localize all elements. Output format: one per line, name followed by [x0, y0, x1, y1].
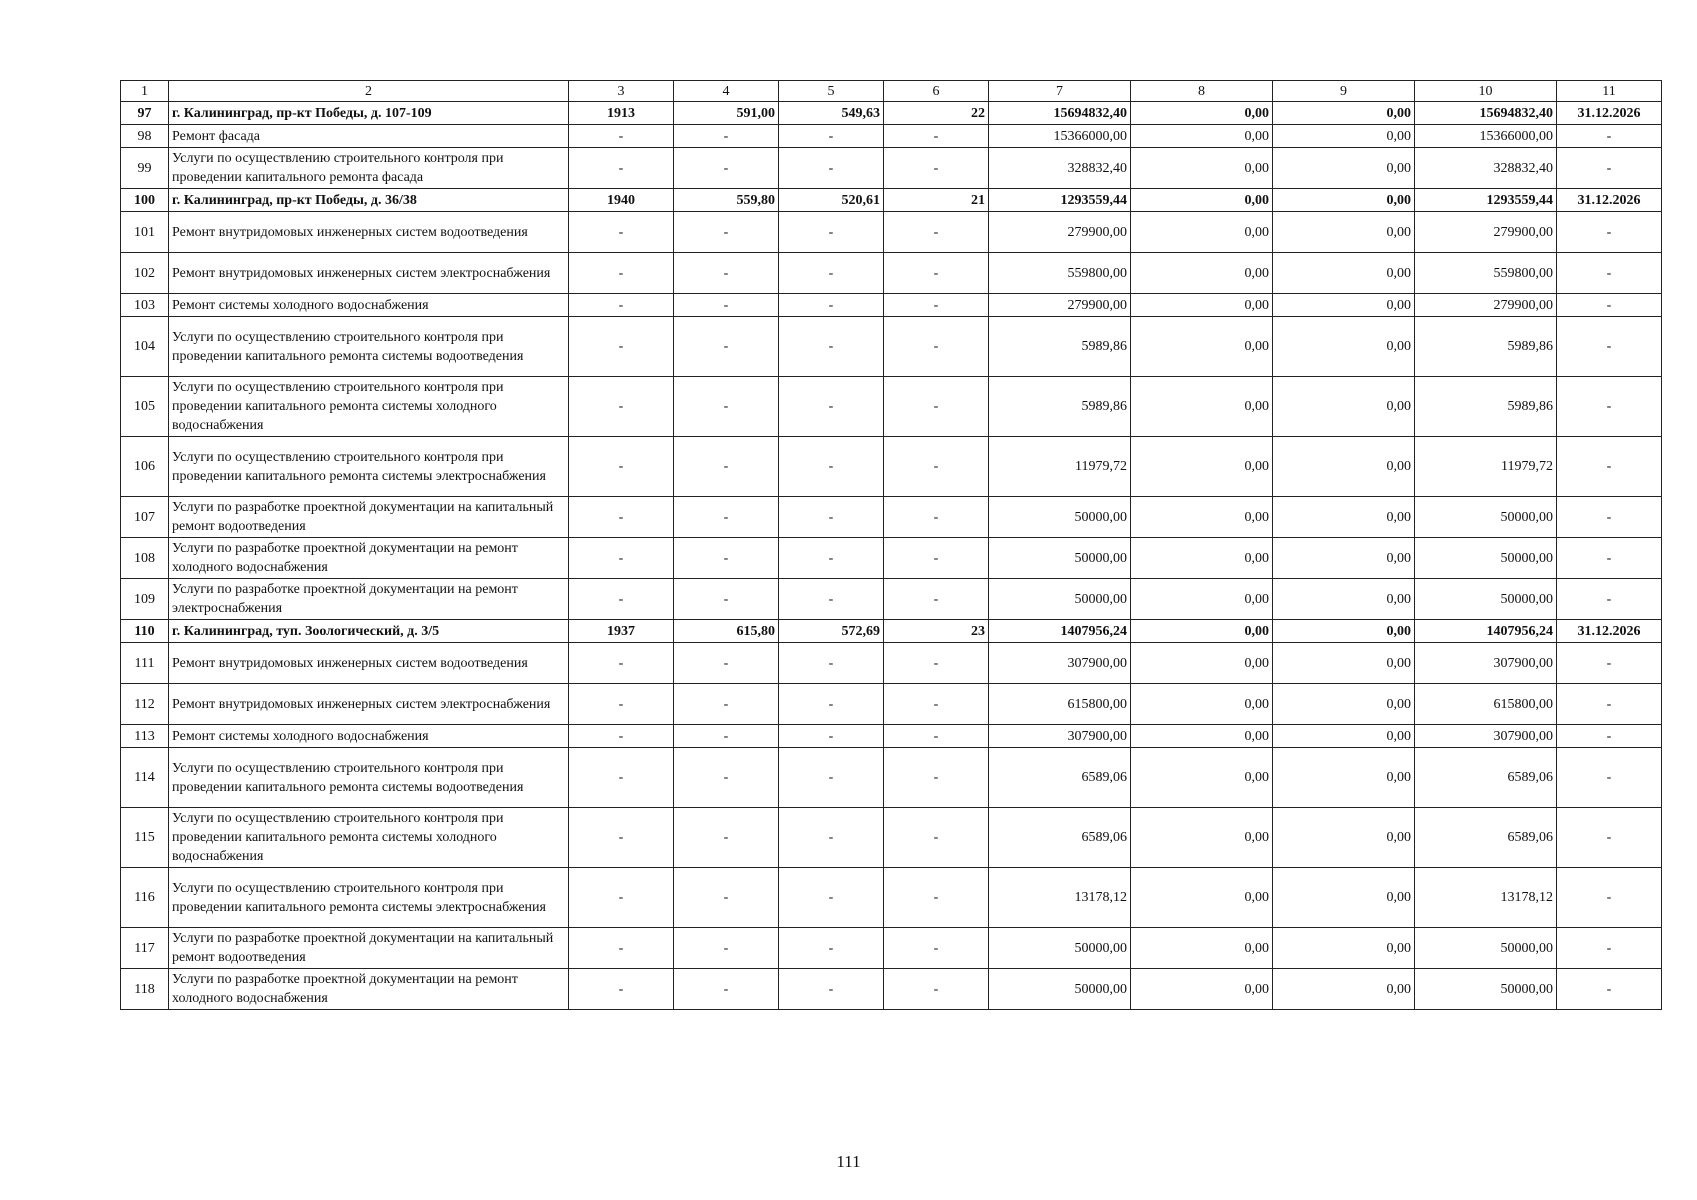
- col11-cell: -: [1557, 437, 1662, 497]
- col3-cell: -: [569, 212, 674, 253]
- col4-cell: -: [674, 253, 779, 294]
- work-item-row: [121, 969, 1662, 1010]
- header-cell: 4: [674, 81, 779, 102]
- col8-cell: 0,00: [1131, 808, 1273, 868]
- work-name-cell: Услуги по разработке проектной документации на капитальный ремонт водоотведения: [169, 497, 569, 538]
- col4-cell: -: [674, 748, 779, 808]
- col8-cell: 0,00: [1131, 684, 1273, 725]
- row-number-cell: 99: [121, 148, 169, 189]
- col5-cell: -: [779, 725, 884, 748]
- col8-cell: 0,00: [1131, 253, 1273, 294]
- col9-cell: 0,00: [1273, 684, 1415, 725]
- col11-cell: -: [1557, 148, 1662, 189]
- col9-cell: 0,00: [1273, 808, 1415, 868]
- work-item-row: [121, 125, 1662, 148]
- col8-cell: 0,00: [1131, 620, 1273, 643]
- col6-cell: -: [884, 725, 989, 748]
- col9-cell: 0,00: [1273, 125, 1415, 148]
- col6-cell: -: [884, 748, 989, 808]
- row-number-cell: 98: [121, 125, 169, 148]
- col7-cell: 5989,86: [989, 377, 1131, 437]
- col5-cell: -: [779, 808, 884, 868]
- row-number-cell: 103: [121, 294, 169, 317]
- row-number-cell: 102: [121, 253, 169, 294]
- col9-cell: 0,00: [1273, 969, 1415, 1010]
- col5-cell: -: [779, 579, 884, 620]
- col6-cell: -: [884, 808, 989, 868]
- address-row: [121, 620, 1662, 643]
- row-number-cell: 110: [121, 620, 169, 643]
- work-name-cell: Услуги по осуществлению строительного контроля при проведении капитального ремонта системы водоотведения: [169, 748, 569, 808]
- work-name-cell: Ремонт системы холодного водоснабжения: [169, 725, 569, 748]
- work-item-row: [121, 148, 1662, 189]
- col10-cell: 50000,00: [1415, 969, 1557, 1010]
- address-row: [121, 102, 1662, 125]
- row-number-cell: 118: [121, 969, 169, 1010]
- work-item-row: [121, 377, 1662, 437]
- col7-cell: 50000,00: [989, 538, 1131, 579]
- col11-cell: -: [1557, 125, 1662, 148]
- col6-cell: -: [884, 538, 989, 579]
- col7-cell: 279900,00: [989, 212, 1131, 253]
- col11-cell: -: [1557, 928, 1662, 969]
- col10-cell: 1293559,44: [1415, 189, 1557, 212]
- col3-cell: -: [569, 643, 674, 684]
- work-name-cell: Ремонт внутридомовых инженерных систем водоотведения: [169, 212, 569, 253]
- col7-cell: 615800,00: [989, 684, 1131, 725]
- col3-cell: 1937: [569, 620, 674, 643]
- row-number-cell: 108: [121, 538, 169, 579]
- col10-cell: 15366000,00: [1415, 125, 1557, 148]
- col4-cell: -: [674, 317, 779, 377]
- header-cell: 6: [884, 81, 989, 102]
- col4-cell: -: [674, 294, 779, 317]
- header-cell: 9: [1273, 81, 1415, 102]
- col8-cell: 0,00: [1131, 868, 1273, 928]
- col8-cell: 0,00: [1131, 212, 1273, 253]
- col3-cell: -: [569, 497, 674, 538]
- col3-cell: -: [569, 253, 674, 294]
- col9-cell: 0,00: [1273, 725, 1415, 748]
- col7-cell: 15366000,00: [989, 125, 1131, 148]
- col3-cell: -: [569, 148, 674, 189]
- col7-cell: 279900,00: [989, 294, 1131, 317]
- col6-cell: -: [884, 579, 989, 620]
- col8-cell: 0,00: [1131, 102, 1273, 125]
- work-item-row: [121, 212, 1662, 253]
- col7-cell: 559800,00: [989, 253, 1131, 294]
- work-item-row: [121, 684, 1662, 725]
- col6-cell: -: [884, 294, 989, 317]
- col7-cell: 50000,00: [989, 928, 1131, 969]
- col7-cell: 11979,72: [989, 437, 1131, 497]
- col11-cell: -: [1557, 748, 1662, 808]
- col4-cell: 591,00: [674, 102, 779, 125]
- col5-cell: -: [779, 497, 884, 538]
- work-item-row: [121, 928, 1662, 969]
- col11-cell: -: [1557, 725, 1662, 748]
- col6-cell: -: [884, 497, 989, 538]
- col6-cell: 22: [884, 102, 989, 125]
- col3-cell: -: [569, 748, 674, 808]
- col6-cell: 21: [884, 189, 989, 212]
- col8-cell: 0,00: [1131, 579, 1273, 620]
- row-number-cell: 109: [121, 579, 169, 620]
- work-name-cell: Услуги по разработке проектной документации на ремонт холодного водоснабжения: [169, 969, 569, 1010]
- col3-cell: -: [569, 868, 674, 928]
- col4-cell: -: [674, 868, 779, 928]
- col5-cell: -: [779, 538, 884, 579]
- col6-cell: -: [884, 125, 989, 148]
- col11-cell: -: [1557, 253, 1662, 294]
- col5-cell: -: [779, 294, 884, 317]
- col5-cell: -: [779, 868, 884, 928]
- col5-cell: -: [779, 253, 884, 294]
- work-item-row: [121, 497, 1662, 538]
- col3-cell: -: [569, 928, 674, 969]
- col10-cell: 559800,00: [1415, 253, 1557, 294]
- col8-cell: 0,00: [1131, 643, 1273, 684]
- col9-cell: 0,00: [1273, 538, 1415, 579]
- col7-cell: 328832,40: [989, 148, 1131, 189]
- col7-cell: 5989,86: [989, 317, 1131, 377]
- col7-cell: 15694832,40: [989, 102, 1131, 125]
- col6-cell: 23: [884, 620, 989, 643]
- col3-cell: -: [569, 725, 674, 748]
- col10-cell: 279900,00: [1415, 294, 1557, 317]
- work-name-cell: Ремонт внутридомовых инженерных систем электроснабжения: [169, 684, 569, 725]
- col5-cell: -: [779, 684, 884, 725]
- row-number-cell: 116: [121, 868, 169, 928]
- col4-cell: -: [674, 437, 779, 497]
- col10-cell: 13178,12: [1415, 868, 1557, 928]
- col3-cell: -: [569, 538, 674, 579]
- col5-cell: -: [779, 212, 884, 253]
- work-name-cell: Услуги по осуществлению строительного контроля при проведении капитального ремонта системы водоотведения: [169, 317, 569, 377]
- col10-cell: 50000,00: [1415, 928, 1557, 969]
- col10-cell: 5989,86: [1415, 377, 1557, 437]
- work-name-cell: Ремонт внутридомовых инженерных систем водоотведения: [169, 643, 569, 684]
- work-item-row: [121, 748, 1662, 808]
- work-name-cell: Услуги по осуществлению строительного контроля при проведении капитального ремонта системы холодного водоснабжения: [169, 808, 569, 868]
- work-name-cell: Услуги по разработке проектной документации на капитальный ремонт водоотведения: [169, 928, 569, 969]
- col10-cell: 11979,72: [1415, 437, 1557, 497]
- col8-cell: 0,00: [1131, 125, 1273, 148]
- col6-cell: -: [884, 212, 989, 253]
- col4-cell: 615,80: [674, 620, 779, 643]
- col4-cell: -: [674, 148, 779, 189]
- row-number-cell: 106: [121, 437, 169, 497]
- col10-cell: 15694832,40: [1415, 102, 1557, 125]
- row-number-cell: 105: [121, 377, 169, 437]
- col5-cell: -: [779, 437, 884, 497]
- work-name-cell: Услуги по разработке проектной документации на ремонт холодного водоснабжения: [169, 538, 569, 579]
- col11-cell: 31.12.2026: [1557, 189, 1662, 212]
- row-number-cell: 111: [121, 643, 169, 684]
- work-item-row: [121, 294, 1662, 317]
- col5-cell: 520,61: [779, 189, 884, 212]
- work-name-cell: Ремонт фасада: [169, 125, 569, 148]
- row-number-cell: 104: [121, 317, 169, 377]
- col8-cell: 0,00: [1131, 928, 1273, 969]
- col3-cell: -: [569, 969, 674, 1010]
- col4-cell: -: [674, 212, 779, 253]
- col7-cell: 6589,06: [989, 748, 1131, 808]
- col9-cell: 0,00: [1273, 317, 1415, 377]
- col6-cell: -: [884, 148, 989, 189]
- col10-cell: 50000,00: [1415, 538, 1557, 579]
- col11-cell: -: [1557, 868, 1662, 928]
- col9-cell: 0,00: [1273, 102, 1415, 125]
- col6-cell: -: [884, 437, 989, 497]
- col9-cell: 0,00: [1273, 377, 1415, 437]
- col7-cell: 307900,00: [989, 725, 1131, 748]
- col8-cell: 0,00: [1131, 294, 1273, 317]
- col10-cell: 307900,00: [1415, 643, 1557, 684]
- col11-cell: -: [1557, 643, 1662, 684]
- col5-cell: -: [779, 928, 884, 969]
- row-number-cell: 117: [121, 928, 169, 969]
- col7-cell: 50000,00: [989, 497, 1131, 538]
- col9-cell: 0,00: [1273, 437, 1415, 497]
- col11-cell: -: [1557, 969, 1662, 1010]
- col11-cell: -: [1557, 579, 1662, 620]
- col8-cell: 0,00: [1131, 377, 1273, 437]
- row-number-cell: 97: [121, 102, 169, 125]
- col8-cell: 0,00: [1131, 538, 1273, 579]
- col10-cell: 6589,06: [1415, 808, 1557, 868]
- col8-cell: 0,00: [1131, 189, 1273, 212]
- row-number-cell: 100: [121, 189, 169, 212]
- row-number-cell: 107: [121, 497, 169, 538]
- work-item-row: [121, 643, 1662, 684]
- work-item-row: [121, 579, 1662, 620]
- col11-cell: 31.12.2026: [1557, 102, 1662, 125]
- work-item-row: [121, 808, 1662, 868]
- col9-cell: 0,00: [1273, 643, 1415, 684]
- work-item-row: [121, 253, 1662, 294]
- col3-cell: -: [569, 294, 674, 317]
- col9-cell: 0,00: [1273, 148, 1415, 189]
- col11-cell: -: [1557, 538, 1662, 579]
- col4-cell: 559,80: [674, 189, 779, 212]
- col11-cell: -: [1557, 317, 1662, 377]
- work-name-cell: Услуги по разработке проектной документации на ремонт электроснабжения: [169, 579, 569, 620]
- row-number-cell: 115: [121, 808, 169, 868]
- col7-cell: 1293559,44: [989, 189, 1131, 212]
- col5-cell: -: [779, 148, 884, 189]
- col4-cell: -: [674, 538, 779, 579]
- col8-cell: 0,00: [1131, 317, 1273, 377]
- col4-cell: -: [674, 969, 779, 1010]
- work-item-row: [121, 317, 1662, 377]
- col3-cell: -: [569, 579, 674, 620]
- row-number-cell: 101: [121, 212, 169, 253]
- row-number-cell: 113: [121, 725, 169, 748]
- col4-cell: -: [674, 684, 779, 725]
- col3-cell: -: [569, 317, 674, 377]
- col3-cell: -: [569, 808, 674, 868]
- col9-cell: 0,00: [1273, 928, 1415, 969]
- col3-cell: 1913: [569, 102, 674, 125]
- col10-cell: 328832,40: [1415, 148, 1557, 189]
- col6-cell: -: [884, 317, 989, 377]
- col4-cell: -: [674, 808, 779, 868]
- col10-cell: 1407956,24: [1415, 620, 1557, 643]
- col7-cell: 6589,06: [989, 808, 1131, 868]
- col4-cell: -: [674, 377, 779, 437]
- col9-cell: 0,00: [1273, 620, 1415, 643]
- work-name-cell: Услуги по осуществлению строительного контроля при проведении капитального ремонта системы электроснабжения: [169, 437, 569, 497]
- col6-cell: -: [884, 684, 989, 725]
- col9-cell: 0,00: [1273, 294, 1415, 317]
- table-body: [121, 81, 1662, 1010]
- col10-cell: 615800,00: [1415, 684, 1557, 725]
- col11-cell: -: [1557, 808, 1662, 868]
- col10-cell: 50000,00: [1415, 579, 1557, 620]
- col10-cell: 279900,00: [1415, 212, 1557, 253]
- col4-cell: -: [674, 725, 779, 748]
- header-cell: 3: [569, 81, 674, 102]
- header-cell: 2: [169, 81, 569, 102]
- work-name-cell: г. Калининград, пр-кт Победы, д. 107-109: [169, 102, 569, 125]
- col5-cell: -: [779, 125, 884, 148]
- col10-cell: 5989,86: [1415, 317, 1557, 377]
- col10-cell: 307900,00: [1415, 725, 1557, 748]
- col7-cell: 307900,00: [989, 643, 1131, 684]
- col6-cell: -: [884, 868, 989, 928]
- col9-cell: 0,00: [1273, 189, 1415, 212]
- header-cell: 7: [989, 81, 1131, 102]
- col5-cell: -: [779, 377, 884, 437]
- col7-cell: 50000,00: [989, 579, 1131, 620]
- col8-cell: 0,00: [1131, 969, 1273, 1010]
- col4-cell: -: [674, 579, 779, 620]
- header-cell: 10: [1415, 81, 1557, 102]
- col8-cell: 0,00: [1131, 725, 1273, 748]
- work-item-row: [121, 538, 1662, 579]
- col10-cell: 50000,00: [1415, 497, 1557, 538]
- col4-cell: -: [674, 497, 779, 538]
- col9-cell: 0,00: [1273, 748, 1415, 808]
- work-name-cell: Ремонт внутридомовых инженерных систем электроснабжения: [169, 253, 569, 294]
- col10-cell: 6589,06: [1415, 748, 1557, 808]
- col11-cell: -: [1557, 294, 1662, 317]
- work-name-cell: Услуги по осуществлению строительного контроля при проведении капитального ремонта фасада: [169, 148, 569, 189]
- header-cell: 5: [779, 81, 884, 102]
- col5-cell: -: [779, 748, 884, 808]
- page-number: 111: [836, 1152, 861, 1171]
- capital-repair-table: [120, 80, 1662, 1010]
- col9-cell: 0,00: [1273, 579, 1415, 620]
- col5-cell: -: [779, 969, 884, 1010]
- column-number-header: [121, 81, 1662, 102]
- col11-cell: -: [1557, 212, 1662, 253]
- col9-cell: 0,00: [1273, 212, 1415, 253]
- col11-cell: -: [1557, 684, 1662, 725]
- address-row: [121, 189, 1662, 212]
- col9-cell: 0,00: [1273, 497, 1415, 538]
- work-name-cell: г. Калининград, туп. Зоологический, д. 3/5: [169, 620, 569, 643]
- work-name-cell: Ремонт системы холодного водоснабжения: [169, 294, 569, 317]
- col8-cell: 0,00: [1131, 748, 1273, 808]
- col4-cell: -: [674, 125, 779, 148]
- col6-cell: -: [884, 253, 989, 294]
- row-number-cell: 112: [121, 684, 169, 725]
- col5-cell: -: [779, 317, 884, 377]
- work-name-cell: Услуги по осуществлению строительного контроля при проведении капитального ремонта системы холодного водоснабжения: [169, 377, 569, 437]
- col5-cell: -: [779, 643, 884, 684]
- col11-cell: -: [1557, 377, 1662, 437]
- header-cell: 11: [1557, 81, 1662, 102]
- col7-cell: 13178,12: [989, 868, 1131, 928]
- work-item-row: [121, 868, 1662, 928]
- col8-cell: 0,00: [1131, 497, 1273, 538]
- col8-cell: 0,00: [1131, 148, 1273, 189]
- col6-cell: -: [884, 969, 989, 1010]
- work-name-cell: Услуги по осуществлению строительного контроля при проведении капитального ремонта системы электроснабжения: [169, 868, 569, 928]
- col3-cell: -: [569, 377, 674, 437]
- col8-cell: 0,00: [1131, 437, 1273, 497]
- col9-cell: 0,00: [1273, 868, 1415, 928]
- col5-cell: 549,63: [779, 102, 884, 125]
- col4-cell: -: [674, 928, 779, 969]
- col9-cell: 0,00: [1273, 253, 1415, 294]
- col3-cell: -: [569, 437, 674, 497]
- header-cell: 8: [1131, 81, 1273, 102]
- col3-cell: -: [569, 125, 674, 148]
- row-number-cell: 114: [121, 748, 169, 808]
- col11-cell: 31.12.2026: [1557, 620, 1662, 643]
- col11-cell: -: [1557, 497, 1662, 538]
- col3-cell: -: [569, 684, 674, 725]
- col4-cell: -: [674, 643, 779, 684]
- col5-cell: 572,69: [779, 620, 884, 643]
- work-name-cell: г. Калининград, пр-кт Победы, д. 36/38: [169, 189, 569, 212]
- col7-cell: 1407956,24: [989, 620, 1131, 643]
- col6-cell: -: [884, 377, 989, 437]
- work-item-row: [121, 437, 1662, 497]
- col7-cell: 50000,00: [989, 969, 1131, 1010]
- col6-cell: -: [884, 928, 989, 969]
- work-item-row: [121, 725, 1662, 748]
- header-cell: 1: [121, 81, 169, 102]
- col3-cell: 1940: [569, 189, 674, 212]
- col6-cell: -: [884, 643, 989, 684]
